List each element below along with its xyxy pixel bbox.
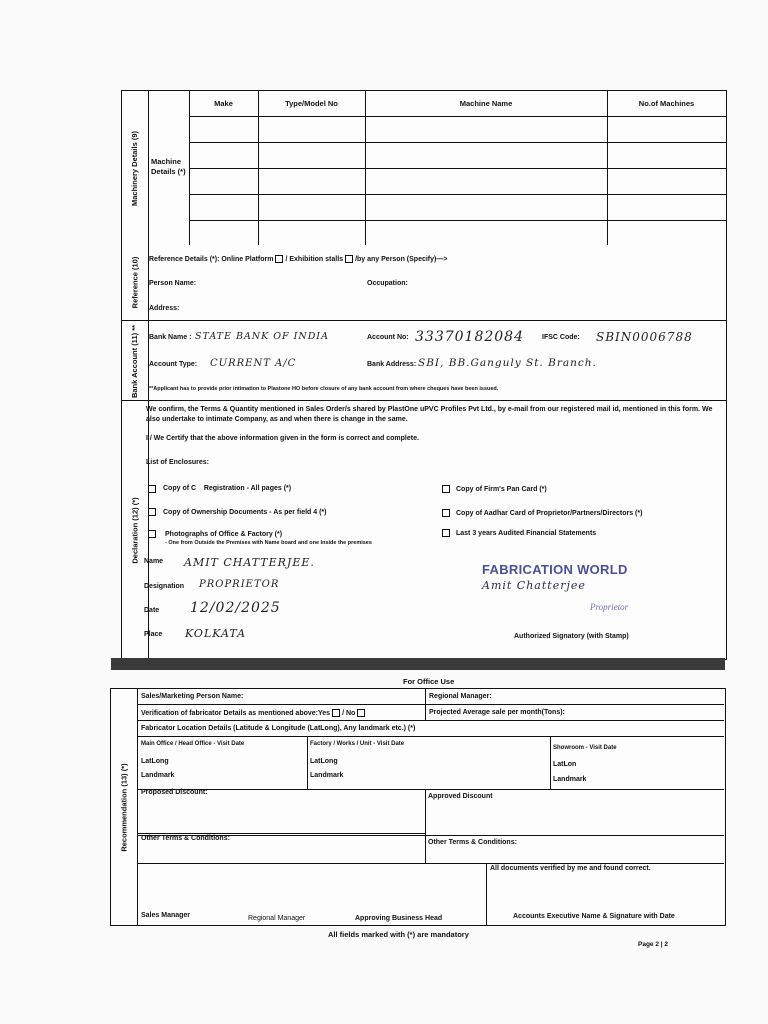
reference-details-line: Reference Details (*): Online Platform / Exhibition stalls /by any Person (Specify)—> <box>149 255 448 263</box>
factory-landmark: Landmark <box>310 772 344 779</box>
docs-verified-label: All documents verified by me and found correct. <box>490 865 651 872</box>
header-machine-name: Machine Name <box>459 99 513 108</box>
account-type-value: CURRENT A/C <box>210 358 297 369</box>
enclosure-1-checkbox[interactable] <box>148 485 156 493</box>
designation-value: PROPRIETOR <box>199 579 280 590</box>
bank-address-label: Bank Address: <box>367 361 417 368</box>
exhibition-checkbox[interactable] <box>345 255 353 263</box>
bank-name-value: STATE BANK OF INDIA <box>195 331 329 342</box>
occupation-label: Occupation: <box>367 280 408 287</box>
enclosure-5-checkbox[interactable] <box>442 509 450 517</box>
account-no-value: 33370182084 <box>415 329 524 345</box>
verify-no-checkbox[interactable] <box>357 709 365 717</box>
header-make: Make <box>214 99 233 108</box>
header-no-of-machines: No.of Machines <box>638 99 695 108</box>
machinery-section-label: Machinery Details (9) <box>122 91 149 246</box>
enclosure-2-label: Copy of Ownership Documents - As per field 4 (*) <box>163 509 327 516</box>
recommendation-section-label: Recommendation (13) (*) <box>111 689 138 925</box>
online-platform-checkbox[interactable] <box>275 255 283 263</box>
regional-manager-label: Regional Manager: <box>429 693 492 700</box>
designation-label: Designation <box>144 583 185 590</box>
showroom-label: Showroom - Visit Date <box>553 745 617 751</box>
ifsc-value: SBIN0006788 <box>596 330 693 344</box>
main-office-label: Main Office / Head Office - Visit Date <box>141 741 245 747</box>
bank-section-label: Bank Account (11) ** <box>122 321 149 401</box>
showroom-latlong: LatLon <box>553 761 577 768</box>
address-label: Address: <box>149 305 180 312</box>
approved-discount-label: Approved Discount <box>428 793 493 800</box>
machine-details-label: Machine Details (*) <box>151 157 186 176</box>
place-label: Place <box>144 631 163 638</box>
mandatory-note: All fields marked with (*) are mandatory <box>328 930 469 939</box>
bank-section <box>121 320 727 402</box>
separator-band <box>111 658 725 670</box>
enclosure-6-checkbox[interactable] <box>442 529 450 537</box>
name-label: Name <box>144 558 164 565</box>
enclosure-1-label: Copy of C Registration - All pages (*) <box>163 485 292 492</box>
person-name-label: Person Name: <box>149 280 197 287</box>
factory-latlong: LatLong <box>310 758 338 765</box>
account-no-label: Account No: <box>367 334 409 341</box>
date-label: Date <box>144 607 160 614</box>
enclosure-3-label: Photographs of Office & Factory (*) <box>165 531 283 538</box>
location-details-label: Fabricator Location Details (Latitude & Longitude (LatLong), Any landmark etc.) (*) <box>141 725 416 732</box>
stamp-title: Proprietor <box>590 602 629 612</box>
sales-manager-label: Sales Manager <box>141 912 191 919</box>
header-type-model: Type/Model No <box>285 99 338 108</box>
company-stamp: FABRICATION WORLD <box>482 562 628 577</box>
enclosure-6-label: Last 3 years Audited Financial Statements <box>456 530 597 537</box>
accounts-exec-label: Accounts Executive Name & Signature with Date <box>513 913 675 920</box>
declaration-para-2: I / We Certify that the above information given in the form is correct and complete. <box>146 435 419 442</box>
reference-section-label: Reference (10) <box>122 245 149 320</box>
page-number: Page 2 | 2 <box>638 941 669 948</box>
enclosure-2-checkbox[interactable] <box>148 508 156 516</box>
place-value: KOLKATA <box>185 627 247 640</box>
name-value: AMIT CHATTERJEE. <box>184 556 315 569</box>
bank-name-label: Bank Name : <box>149 334 192 341</box>
declaration-para-1: We confirm, the Terms & Quantity mentioned in Sales Order/s shared by PlastOne uPVC Profiles Pvt Ltd., by e-mail from our registered mail id, mentioned in this form. We also undertake to intimate Company, as and when there is change in the same. <box>146 406 713 423</box>
enclosure-3-note: - One from Outside the Premises with Name board and one Inside the premises <box>165 540 372 546</box>
declaration-section <box>121 400 727 660</box>
verify-yes-checkbox[interactable] <box>332 709 340 717</box>
other-terms-label-1: Other Terms & Conditions: <box>141 835 230 842</box>
date-value: 12/02/2025 <box>190 600 281 616</box>
office-use-title: For Office Use <box>403 677 455 686</box>
other-terms-label-2: Other Terms & Conditions: <box>428 839 517 846</box>
projected-sale-label: Projected Average sale per month(Tons): <box>429 709 565 716</box>
enclosure-4-checkbox[interactable] <box>442 485 450 493</box>
enclosure-3-checkbox[interactable] <box>148 530 156 538</box>
showroom-landmark: Landmark <box>553 776 587 783</box>
enclosure-5-label: Copy of Aadhar Card of Proprietor/Partners/Directors (*) <box>456 510 643 517</box>
declaration-section-label: Declaration (12) (*) <box>122 401 149 659</box>
signature: Amit Chatterjee <box>482 579 586 592</box>
main-office-latlong: LatLong <box>141 758 169 765</box>
machinery-section <box>121 90 727 247</box>
enclosures-title: List of Enclosures: <box>146 459 210 466</box>
account-type-label: Account Type: <box>149 361 198 368</box>
regional-manager-sig-label: Regional Manager <box>248 915 306 922</box>
ifsc-label: IFSC Code: <box>542 334 580 341</box>
verification-line: Verification of fabricator Details as mentioned above:Yes / No <box>141 709 367 717</box>
bank-address-value: SBI, BB.Ganguly St. Branch. <box>418 357 597 369</box>
authorized-signatory-label: Authorized Signatory (with Stamp) <box>514 633 629 640</box>
reference-section <box>121 245 727 321</box>
sales-person-label: Sales/Marketing Person Name: <box>141 693 244 700</box>
main-office-landmark: Landmark <box>141 772 175 779</box>
factory-label: Factory / Works / Unit - Visit Date <box>310 741 405 747</box>
enclosure-4-label: Copy of Firm's Pan Card (*) <box>456 486 547 493</box>
bank-note: **Applicant has to provide prior intimation to Plastone HO before closure of any bank account from where cheques have been issued. <box>149 386 499 392</box>
approving-head-label: Approving Business Head <box>355 915 443 922</box>
recommendation-section <box>110 688 726 926</box>
proposed-discount-label: Proposed Discount: <box>141 789 208 796</box>
